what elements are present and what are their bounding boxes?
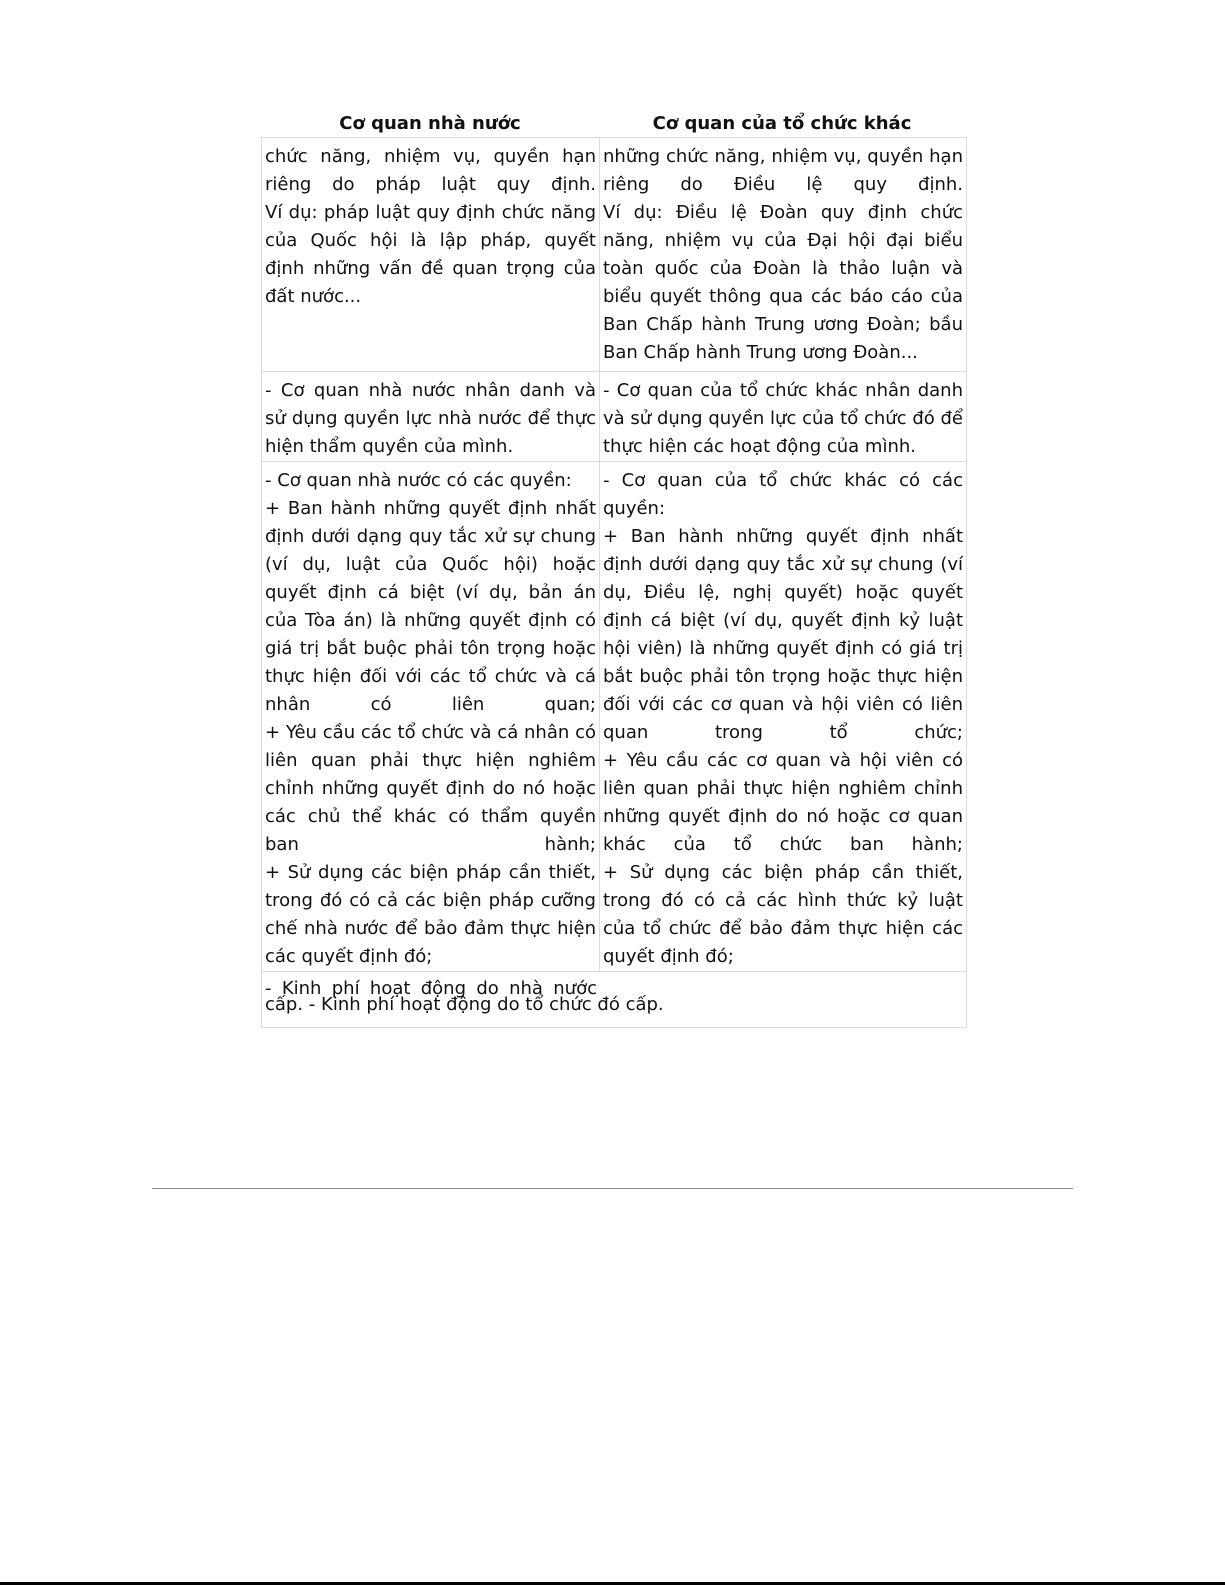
cell-paragraph: những chức năng, nhiệm vụ, quyền hạn riêng do Điều lệ quy định. [603,146,963,195]
table-row [262,972,967,1028]
table-row [262,462,967,972]
cell-paragraph: + Yêu cầu các tổ chức và cá nhân có liên quan phải thực hiện nghiêm chỉnh những quyết định do nó hoặc các chủ thể khác có thẩm quyền ban hành; [265,722,596,855]
cell-paragraph: - Cơ quan của tổ chức khác nhân danh và sử dụng quyền lực của tổ chức đó để thực hiện các hoạt động của mình. [603,380,963,457]
table-row [262,138,967,372]
cell-paragraph: Ví dụ: Điều lệ Đoàn quy định chức năng, nhiệm vụ của Đại hội đại biểu toàn quốc của Đoàn là thảo luận và biểu quyết thông qua các báo cáo của Ban Chấp hành Trung ương Đoàn; bầu Ban Chấp hành Trung ương Đoàn... [603,202,963,363]
column-header-other-organization: Cơ quan của tổ chức khác [652,113,912,134]
table-cell-right [600,372,967,462]
column-header-state-agency: Cơ quan nhà nước [339,113,521,134]
table-row [262,372,967,462]
overlapping-text-block [265,972,963,1027]
horizontal-divider [152,1188,1073,1189]
table-cell-left [262,462,600,972]
funding-line-2: cấp. - Kinh phí hoạt động do tổ chức đó cấp. [265,994,664,1015]
cell-paragraph: - Cơ quan của tổ chức khác có các quyền: [603,470,963,519]
cell-paragraph: chức năng, nhiệm vụ, quyền hạn riêng do pháp luật quy định. [265,146,596,195]
cell-paragraph: + Sử dụng các biện pháp cần thiết, trong đó có cả các biện pháp cưỡng chế nhà nước để bảo đảm thực hiện các quyết định đó; [265,862,596,967]
table-cell-funding [262,972,967,1028]
cell-paragraph: + Ban hành những quyết định nhất định dưới dạng quy tắc xử sự chung (ví dụ, Điều lệ, nghị quyết) hoặc quyết định cá biệt (ví dụ, quyết định kỷ luật hội viên) là những quyết định có giá trị bắt buộc phải tôn trọng hoặc thực hiện đối với các cơ quan và hội viên có liên quan trong tổ chức; [603,526,963,743]
table-cell-left [262,138,600,372]
cell-paragraph: Ví dụ: pháp luật quy định chức năng của Quốc hội là lập pháp, quyết định những vấn đề quan trọng của đất nước... [265,202,596,307]
cell-paragraph: + Yêu cầu các cơ quan và hội viên có liên quan phải thực hiện nghiêm chỉnh những quyết định do nó hoặc cơ quan khác của tổ chức ban hành; [603,750,963,855]
funding-line-1: - Kinh phí hoạt động do nhà nước [265,978,597,999]
table-cell-left [262,372,600,462]
cell-paragraph: + Ban hành những quyết định nhất định dưới dạng quy tắc xử sự chung (ví dụ, luật của Quốc hội) hoặc quyết định cá biệt (ví dụ, bản án của Tòa án) là những quyết định có giá trị bắt buộc phải tôn trọng hoặc thực hiện đối với các tổ chức và cá nhân có liên quan; [265,498,596,715]
cell-paragraph: + Sử dụng các biện pháp cần thiết, trong đó có cả các hình thức kỷ luật của tổ chức để bảo đảm thực hiện các quyết định đó; [603,862,963,967]
cell-paragraph: - Cơ quan nhà nước nhân danh và sử dụng quyền lực nhà nước để thực hiện thẩm quyền của mình. [265,380,596,457]
table-cell-right [600,462,967,972]
table-cell-right [600,138,967,372]
cell-paragraph: - Cơ quan nhà nước có các quyền: [265,470,572,491]
comparison-table [261,137,967,1028]
